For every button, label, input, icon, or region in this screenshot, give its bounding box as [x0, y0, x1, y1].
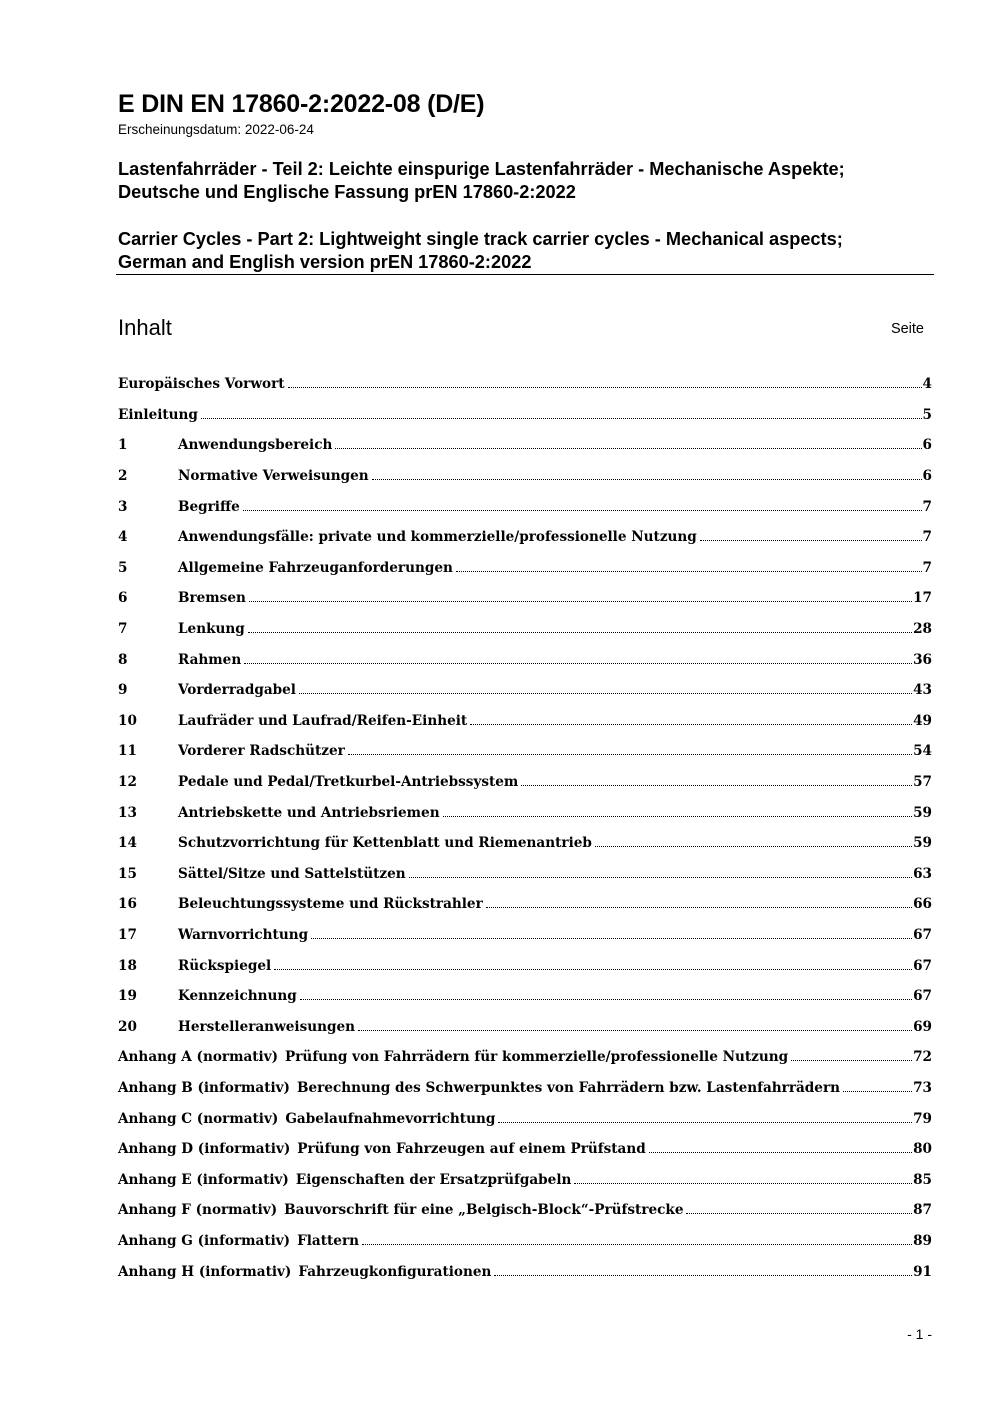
- toc-entry-title: Pedale und Pedal/Tretkurbel-Antriebssystem: [178, 774, 519, 791]
- page-number: - 1 -: [907, 1326, 932, 1342]
- toc-annex-title: Flattern: [297, 1232, 359, 1249]
- toc-entry[interactable]: [118, 828, 932, 859]
- toc-entry-number: 19: [118, 988, 137, 1005]
- toc-dot-leader: [456, 571, 922, 572]
- toc-annex-label: Anhang G (informativ): [118, 1232, 291, 1249]
- toc-dot-leader: [348, 754, 912, 755]
- toc-entry[interactable]: [118, 491, 932, 522]
- toc-dot-leader: [494, 1275, 912, 1276]
- toc-dot-leader: [443, 816, 912, 817]
- toc-annex-page: 80: [913, 1141, 932, 1158]
- toc-dot-leader: [274, 969, 912, 970]
- toc-entry-title: Vorderradgabel: [178, 682, 296, 699]
- toc-dot-leader: [470, 724, 912, 725]
- toc-entry[interactable]: [118, 889, 932, 920]
- header-divider: [116, 274, 934, 275]
- toc-entry-page: 28: [913, 621, 932, 638]
- toc-annex-page: 89: [913, 1232, 932, 1249]
- toc-annex-page: 72: [913, 1049, 932, 1066]
- toc-dot-leader: [299, 693, 912, 694]
- toc-annex-title: Berechnung des Schwerpunktes von Fahrrädern bzw. Lastenfahrrädern: [297, 1079, 840, 1096]
- toc-dot-leader: [791, 1060, 912, 1061]
- toc-dot-leader: [409, 877, 912, 878]
- toc-annex-entry[interactable]: [118, 1195, 932, 1226]
- toc-dot-leader: [372, 479, 922, 480]
- toc-entry-page: 5: [922, 406, 932, 423]
- toc-entry-page: 7: [922, 498, 932, 515]
- toc-page-column-label: Seite: [890, 321, 924, 337]
- toc-annex-label: Anhang H (informativ): [118, 1263, 292, 1280]
- toc-entry-title: Begriffe: [178, 498, 240, 515]
- toc-entry-number: 4: [118, 529, 128, 546]
- toc-entry-title: Einleitung: [118, 406, 198, 423]
- title-german-line-2: Deutsche und Englische Fassung prEN 17860-2:2022: [118, 182, 576, 202]
- toc-dot-leader: [201, 418, 922, 419]
- toc-entry-number: 14: [118, 835, 137, 852]
- document-id: E DIN EN 17860-2:2022-08 (D/E): [118, 90, 485, 118]
- toc-entry-number: 1: [118, 437, 128, 454]
- toc-entry[interactable]: [118, 1011, 932, 1042]
- toc-annex-entry[interactable]: [118, 1134, 932, 1165]
- toc-dot-leader: [649, 1152, 912, 1153]
- toc-entry-number: 12: [118, 774, 137, 791]
- toc-entry[interactable]: [118, 614, 932, 645]
- toc-entry-page: 6: [922, 437, 932, 454]
- toc-entry-page: 67: [913, 988, 932, 1005]
- toc-entry[interactable]: [118, 461, 932, 492]
- toc-annex-title: Prüfung von Fahrrädern für kommerzielle/professionelle Nutzung: [285, 1049, 789, 1066]
- toc-entry-page: 59: [913, 835, 932, 852]
- table-of-contents: [118, 369, 932, 1287]
- toc-dot-leader: [300, 999, 912, 1000]
- toc-entry[interactable]: [118, 369, 932, 400]
- toc-entry-number: 17: [118, 926, 137, 943]
- toc-entry-page: 59: [913, 804, 932, 821]
- toc-annex-label: Anhang B (informativ): [118, 1079, 290, 1096]
- toc-dot-leader: [843, 1091, 912, 1092]
- title-english: [118, 228, 843, 274]
- toc-entry-number: 7: [118, 621, 128, 638]
- toc-entry-page: 57: [913, 774, 932, 791]
- toc-entry[interactable]: [118, 644, 932, 675]
- toc-annex-entry[interactable]: [118, 1042, 932, 1073]
- toc-entry-page: 7: [922, 559, 932, 576]
- toc-annex-entry[interactable]: [118, 1103, 932, 1134]
- toc-entry[interactable]: [118, 553, 932, 584]
- toc-entry-page: 17: [913, 590, 932, 607]
- toc-annex-title: Gabelaufnahmevorrichtung: [285, 1110, 496, 1127]
- toc-entry-title: Laufräder und Laufrad/Reifen-Einheit: [178, 712, 468, 729]
- toc-entry-page: 4: [922, 376, 932, 393]
- toc-dot-leader: [243, 510, 922, 511]
- toc-entry-title: Normative Verweisungen: [178, 468, 369, 485]
- toc-dot-leader: [574, 1183, 912, 1184]
- title-english-line-1: Carrier Cycles - Part 2: Lightweight single track carrier cycles - Mechanical aspects;: [118, 229, 843, 249]
- toc-annex-label: Anhang E (informativ): [118, 1171, 289, 1188]
- toc-entry-title: Vorderer Radschützer: [178, 743, 345, 760]
- toc-entry-page: 7: [922, 529, 932, 546]
- toc-entry-page: 36: [913, 651, 932, 668]
- toc-entry-number: 8: [118, 651, 128, 668]
- toc-entry-number: 10: [118, 712, 137, 729]
- toc-entry-number: 20: [118, 1018, 137, 1035]
- toc-entry-number: 16: [118, 896, 137, 913]
- toc-entry[interactable]: [118, 797, 932, 828]
- toc-dot-leader: [335, 448, 921, 449]
- publication-date: Erscheinungsdatum: 2022-06-24: [118, 122, 314, 137]
- toc-entry[interactable]: [118, 430, 932, 461]
- toc-entry-title: Bremsen: [178, 590, 246, 607]
- toc-entry-title: Allgemeine Fahrzeuganforderungen: [178, 559, 453, 576]
- toc-annex-entry[interactable]: [118, 1164, 932, 1195]
- toc-entry-page: 54: [913, 743, 932, 760]
- toc-annex-title: Prüfung von Fahrzeugen auf einem Prüfstand: [297, 1141, 646, 1158]
- title-german: [118, 158, 845, 204]
- toc-annex-entry[interactable]: [118, 1226, 932, 1257]
- toc-annex-page: 85: [913, 1171, 932, 1188]
- toc-entry-title: Sättel/Sitze und Sattelstützen: [178, 865, 406, 882]
- toc-entry-page: 67: [913, 926, 932, 943]
- toc-dot-leader: [288, 387, 922, 388]
- toc-entry-title: Anwendungsfälle: private und kommerzielle/professionelle Nutzung: [178, 529, 697, 546]
- toc-entry-number: 13: [118, 804, 137, 821]
- toc-entry[interactable]: [118, 583, 932, 614]
- toc-dot-leader: [358, 1030, 912, 1031]
- toc-annex-label: Anhang C (normativ): [118, 1110, 279, 1127]
- toc-dot-leader: [498, 1122, 912, 1123]
- toc-dot-leader: [595, 846, 912, 847]
- toc-annex-title: Fahrzeugkonfigurationen: [298, 1263, 492, 1280]
- toc-entry-title: Antriebskette und Antriebsriemen: [178, 804, 440, 821]
- toc-entry-number: 11: [118, 743, 137, 760]
- toc-entry[interactable]: [118, 706, 932, 737]
- toc-entry-number: 5: [118, 559, 128, 576]
- toc-entry[interactable]: [118, 736, 932, 767]
- toc-dot-leader: [521, 785, 912, 786]
- title-german-line-1: Lastenfahrräder - Teil 2: Leichte einspurige Lastenfahrräder - Mechanische Aspekte;: [118, 159, 845, 179]
- toc-dot-leader: [248, 632, 912, 633]
- toc-entry[interactable]: [118, 859, 932, 890]
- toc-entry[interactable]: [118, 400, 932, 431]
- toc-entry-title: Lenkung: [178, 621, 245, 638]
- toc-entry[interactable]: [118, 767, 932, 798]
- toc-entry[interactable]: [118, 920, 932, 951]
- toc-annex-page: 91: [913, 1263, 932, 1280]
- toc-entry-title: Beleuchtungssysteme und Rückstrahler: [178, 896, 483, 913]
- toc-heading: Inhalt: [118, 315, 172, 340]
- toc-dot-leader: [362, 1244, 912, 1245]
- toc-entry[interactable]: [118, 950, 932, 981]
- toc-entry-page: 69: [913, 1018, 932, 1035]
- toc-entry-title: Schutzvorrichtung für Kettenblatt und Riemenantrieb: [178, 835, 592, 852]
- toc-entry-page: 66: [913, 896, 932, 913]
- toc-annex-title: Eigenschaften der Ersatzprüfgabeln: [295, 1171, 572, 1188]
- toc-annex-title: Bauvorschrift für eine „Belgisch-Block“-Prüfstrecke: [284, 1202, 684, 1219]
- title-english-line-2: German and English version prEN 17860-2:2022: [118, 252, 532, 272]
- toc-dot-leader: [686, 1213, 912, 1214]
- toc-entry-page: 63: [913, 865, 932, 882]
- toc-annex-page: 79: [913, 1110, 932, 1127]
- toc-entry-title: Anwendungsbereich: [178, 437, 333, 454]
- toc-entry-title: Kennzeichnung: [178, 988, 297, 1005]
- toc-entry-page: 67: [913, 957, 932, 974]
- toc-dot-leader: [311, 938, 912, 939]
- toc-annex-page: 87: [913, 1202, 932, 1219]
- toc-annex-entry[interactable]: [118, 1073, 932, 1104]
- toc-dot-leader: [700, 540, 922, 541]
- toc-entry-number: 3: [118, 498, 128, 515]
- toc-entry-page: 6: [922, 468, 932, 485]
- toc-entry-number: 9: [118, 682, 128, 699]
- toc-entry-title: Rückspiegel: [178, 957, 272, 974]
- toc-entry-page: 43: [913, 682, 932, 699]
- toc-annex-label: Anhang F (normativ): [118, 1202, 278, 1219]
- toc-entry-page: 49: [913, 712, 932, 729]
- toc-entry-number: 2: [118, 468, 128, 485]
- toc-dot-leader: [244, 663, 912, 664]
- toc-dot-leader: [249, 601, 912, 602]
- toc-entry-title: Herstelleranweisungen: [178, 1018, 356, 1035]
- toc-annex-label: Anhang D (informativ): [118, 1141, 291, 1158]
- toc-entry[interactable]: [118, 981, 932, 1012]
- toc-entry-title: Rahmen: [178, 651, 242, 668]
- toc-entry-number: 18: [118, 957, 137, 974]
- toc-entry[interactable]: [118, 675, 932, 706]
- toc-entry-number: 15: [118, 865, 137, 882]
- toc-annex-label: Anhang A (normativ): [118, 1049, 279, 1066]
- toc-dot-leader: [486, 907, 912, 908]
- toc-entry-number: 6: [118, 590, 128, 607]
- toc-annex-page: 73: [913, 1079, 932, 1096]
- toc-entry[interactable]: [118, 522, 932, 553]
- toc-entry-title: Warnvorrichtung: [178, 926, 309, 943]
- toc-entry-title: Europäisches Vorwort: [118, 376, 285, 393]
- toc-annex-entry[interactable]: [118, 1256, 932, 1287]
